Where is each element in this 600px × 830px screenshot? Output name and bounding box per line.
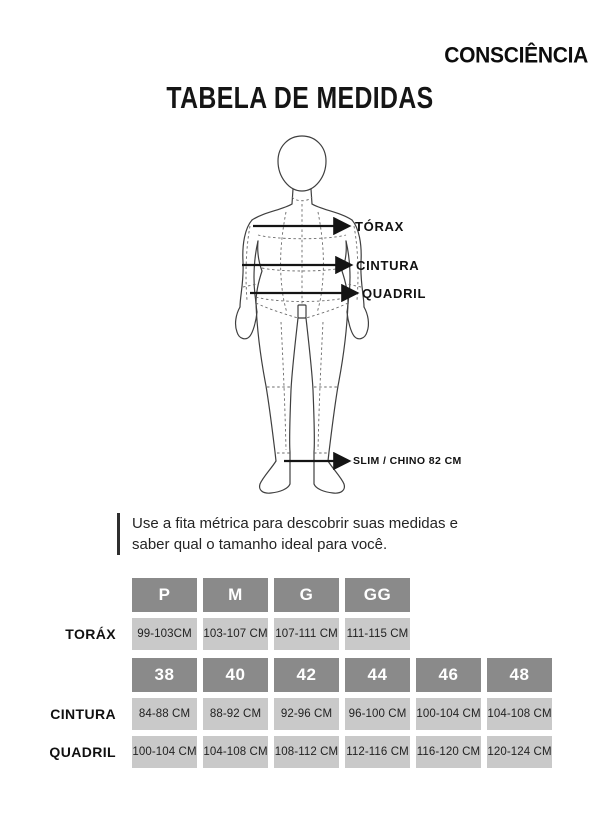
size-header-cell: GG <box>345 578 410 612</box>
row-label: QUADRIL <box>49 744 116 760</box>
row-label-empty <box>6 578 126 612</box>
seam-dashed-lines <box>243 197 361 453</box>
measurement-cell: 88-92 CM <box>203 698 268 730</box>
diagram-label-slim-chino: SLIM / CHINO 82 CM <box>353 455 462 467</box>
size-header-cell: P <box>132 578 197 612</box>
size-header-cell: G <box>274 578 339 612</box>
size-header-cell: 48 <box>487 658 552 692</box>
instruction-note <box>117 513 458 555</box>
instruction-line2: saber qual o tamanho ideal para você. <box>132 536 388 553</box>
size-table-letters <box>6 578 552 650</box>
table-row <box>6 618 552 650</box>
measurement-cell: 120-124 CM <box>487 736 552 768</box>
measurement-cell: 103-107 CM <box>203 618 268 650</box>
row-label-empty <box>6 658 126 692</box>
measurement-cell: 96-100 CM <box>345 698 410 730</box>
size-header-cell: 38 <box>132 658 197 692</box>
row-label: CINTURA <box>50 706 116 722</box>
measurement-cell: 112-116 CM <box>345 736 410 768</box>
size-header-cell: 42 <box>274 658 339 692</box>
instruction-line1: Use a fita métrica para descobrir suas medidas e <box>132 515 458 532</box>
measurement-cell: 111-115 CM <box>345 618 410 650</box>
measurement-cell: 104-108 CM <box>203 736 268 768</box>
size-table-numbers <box>6 658 552 768</box>
measurement-cell: 84-88 CM <box>132 698 197 730</box>
diagram-label-torax: TÓRAX <box>355 219 404 234</box>
brand-logo: CONSCIÊNCIA <box>444 43 588 68</box>
diagram-label-cintura: CINTURA <box>356 258 420 273</box>
measurement-cell: 100-104 CM <box>416 698 481 730</box>
measurement-cell: 107-111 CM <box>274 618 339 650</box>
measurement-cell: 104-108 CM <box>487 698 552 730</box>
measurement-cell: 108-112 CM <box>274 736 339 768</box>
measurement-cell: 100-104 CM <box>132 736 197 768</box>
body-outline <box>236 136 369 493</box>
size-header-cell: 46 <box>416 658 481 692</box>
diagram-label-quadril: QUADRIL <box>362 286 427 301</box>
table-header-row <box>6 658 552 692</box>
page-title: TABELA DE MEDIDAS <box>166 80 434 115</box>
measurement-cell: 116-120 CM <box>416 736 481 768</box>
table-row <box>6 698 552 730</box>
table-row <box>6 736 552 768</box>
size-header-cell: M <box>203 578 268 612</box>
table-header-row <box>6 578 552 612</box>
size-tables <box>6 578 552 774</box>
size-header-cell: 40 <box>203 658 268 692</box>
size-header-cell: 44 <box>345 658 410 692</box>
measurement-cell: 92-96 CM <box>274 698 339 730</box>
measurement-cell: 99-103CM <box>132 618 197 650</box>
row-label: TORÁX <box>65 626 116 642</box>
